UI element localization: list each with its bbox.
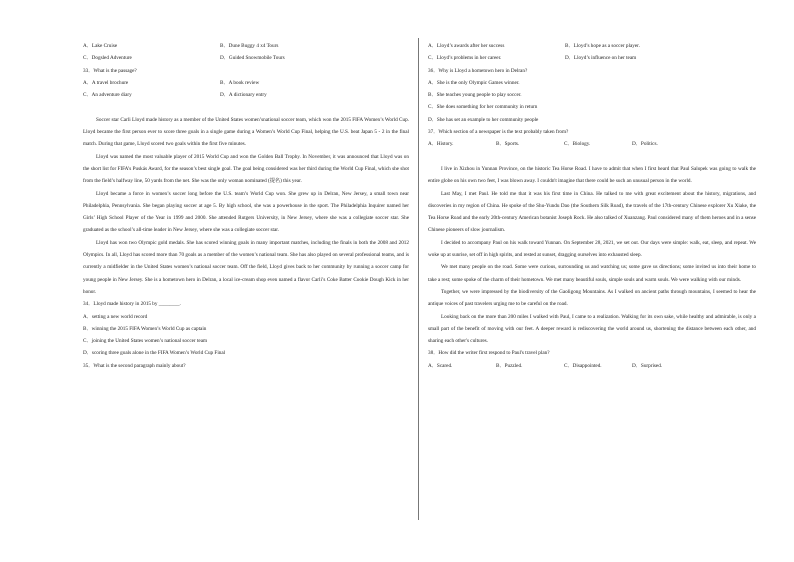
q34-option-d: D．scoring three goals alone in the FIFA Women’s World Cup Final [83,350,226,357]
q37-option-a: A．History. [428,141,454,148]
q37-options [428,138,756,150]
column-divider [418,38,419,520]
q34-option-a: A．setting a new world record [83,313,148,320]
q34-option-b: B．winning the 2015 FIFA Women’s World Cup as captain [83,325,207,332]
q34-option-c: C．joining the United States women’s national soccer team [83,338,208,345]
q36-option-a: A．She is the only Olympic Games winner. [428,79,520,86]
q32-option-a: A．Lake Cruise [83,43,118,49]
passage-paragraph: Lloyd has won two Olympic gold medals. She has scored winning goals in many important matches, including the finals in both the 2008 and 2012 Olympics. In all, Lloyd has scored more than 70 goals as a member of the women’s national team. She has also played on several professional teams, and is currently a midfielder in the United States women’s national soccer team. Off the field, Lloyd gives back to her community by running a soccer camp for young people in New Jersey. She is a hometown hero in Delran, a local ice-cream shop even named a flavor Carli’s Coke Batter Cookie Dough Kick in her honor. [83,239,409,295]
q35-options-row2 [428,52,756,64]
spacer [428,151,756,163]
q35-option-a: A．Lloyd’s awards after her success [428,43,505,49]
q33-option-b: B．A book review [220,79,260,86]
q38-option-d: D．Surprised. [632,362,663,369]
q37-option-c: C．Biology. [564,141,591,148]
question-36: 36．Why is Lloyd a hometown hero in Delran? [428,67,528,74]
passage-paragraph: Soccer star Carli Lloyd made history as a member of the United States women’snational soccer team, which won the 2015 FIFA Women’s World Cup. Lloyd became the first person ever to score three goals in a single game during a Women’s World Cup Final, helping the U.S. beat Japan 5 - 2 in the final match. During that game, Lloyd scored two goals within the first five minutes. [83,116,409,148]
q35-option-b: B．Lloyd’s hope as a soccer player. [565,43,640,49]
passage-paragraph: Looking back on the more than 200 miles I walked with Paul, I came to a realization. Walking for its own sake, while healthy and admirable, is only a small part of the benefit of moving with our feet. A deeper reward is rediscovering the world around us, shortening the distance between each other, and sharing each other's cultures. [428,313,756,345]
spacer [83,101,409,113]
question-33: 33．What is the passage? [83,67,137,74]
question-35: 35．What is the second paragraph mainly about? [83,362,186,369]
question-37: 37．Which section of a newspaper is the text probably taken from? [428,129,569,136]
q35-option-d: D．Lloyd’s influence on her team [565,55,637,62]
q32-option-c: C．Dogsled Adventure [83,55,132,62]
q33-options-row2 [83,89,409,101]
left-column [83,40,409,372]
q38-option-c: C．Disappointed. [564,362,602,369]
q33-option-a: A．A travel brochure [83,79,129,86]
q36-option-c: C．She does something for her community in return [428,104,538,111]
passage-paragraph: We met many people on the road. Some were curious, surrounding us and watching us; some gave us directions; some invited us into their home to take a rest; some spoke of the charm of their hometown. We met many beautiful souls, simple souls and warm souls. We were walking with our minds. [428,264,756,283]
q38-option-a: A．Scared. [428,362,453,369]
passage-paragraph: Lloyd was named the most valuable player of 2015 World Cup and won the Golden Ball Trophy. In November, it was announced that Lloyd was on the short list for FIFA’s Puskás Award, for the season’s best single goal. The goal being considered was her third during the World Cup Final, which she shot from the field’s halfway line, 50 yards from the net. She was the only woman nominated (提名) this year. [83,153,409,185]
q33-options-row1 [83,77,409,89]
q35-option-c: C．Lloyd’s problems in her career. [428,55,502,62]
q38-option-b: B．Puzzled. [496,362,523,369]
q32-options-row1 [83,40,409,52]
q36-option-b: B．She teaches young people to play soccer. [428,92,522,99]
q38-options [428,360,756,372]
question-34: 34．Lloyd made history in 2015 by ________. [83,301,181,308]
q35-options-row1 [428,40,756,52]
passage-paragraph: I decided to accompany Paul on his walk toward Yunnan. On September 28, 2021, we set out. Our days were simple: walk, eat, sleep, and repeat. We woke up at sunrise, set off in high spirits, and rested at sunset, dragging ourselves into exhausted sleep. [428,239,756,259]
passage-paragraph: Last May, I met Paul. He told me that it was his first time in China. He talked to me with great excitement about the history, migrations, and discoveries in my region of China. He spoke of the Shu-Yundu Dao (the Southern Silk Road), the travels of the 17th-century Chinese explorer Xu Xiake, the Tea Horse Road and the early 20th-century American botanist Joseph Rock. He also talked of Xuanzang. Paul considered many of them heroes and in a sense Chinese pioneers of slow journalism. [428,190,756,234]
q37-option-b: B．Sports. [496,141,520,148]
question-38: 38．How did the writer first respond to Paul's travel plan? [428,350,550,357]
q32-option-d: D．Guided Snowmobile Tours [220,55,285,62]
passage-paragraph: Lloyd became a force in women’s soccer long before the U.S. team’s World Cup won. She grew up in Delran, New Jersey, a small town near Philadelphia, Pennsylvania. She began playing soccer at age 5. By high school, she was a powerhouse in the sport. The Philadelphia Inquirer named her Girls’ High School Player of the Year in 1999 and 2000. She attended Rutgers University, in New Jersey, where she was a collegiate soccer star. She graduated as the school’s all-time leader in New Jersey, where she was a collegiate soccer star. [83,190,409,234]
q32-options-row2 [83,52,409,64]
q37-option-d: D．Politics. [632,141,658,148]
passage-paragraph: I live in Xizhou in Yunnan Province, on the historic Tea Horse Road. I have to admit that when I first heard that Paul Salopek was going to walk the entire globe on his own two feet, I was blown away. I couldn't imagine that there could be such an unusual person in the world. [428,165,756,185]
right-column [428,40,756,372]
q33-option-c: C．An adventure diary [83,92,132,99]
passage-paragraph: Together, we were impressed by the biodiversity of the Gaoligong Mountains. As I walked on ancient paths through mountains, I seemed to hear the antique voices of past travelers urging me to be careful on the road. [428,288,756,308]
q36-option-d: D．She has set an example to her community people [428,116,539,123]
q33-option-d: D．A dictionary entry [220,92,267,99]
q32-option-b: B．Dune Buggy 4 x4 Tours [220,43,279,49]
